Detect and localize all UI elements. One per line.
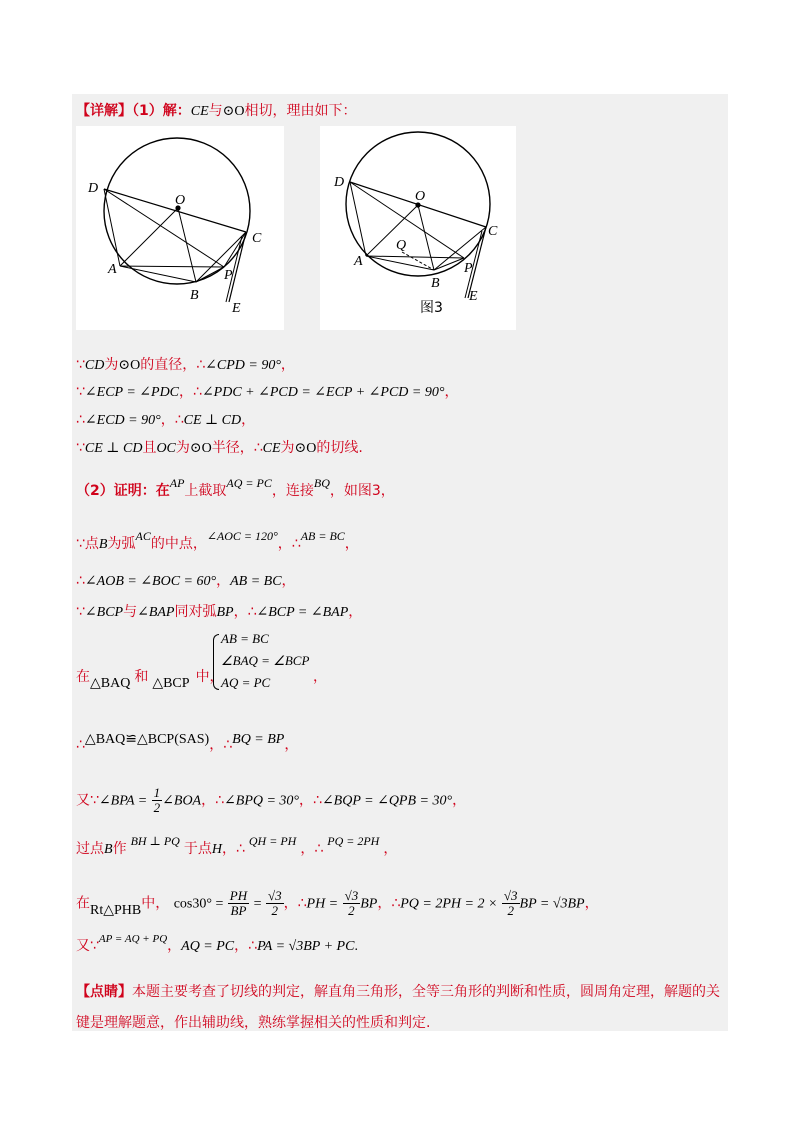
text: ，连接 bbox=[271, 483, 314, 499]
fraction-ph-bp bbox=[228, 889, 249, 918]
text: ， bbox=[313, 669, 327, 685]
proof-line-2 bbox=[76, 381, 458, 401]
segment-ab bbox=[120, 266, 196, 282]
segment-ob bbox=[418, 205, 434, 270]
proof-line-3 bbox=[76, 409, 255, 429]
math-angle-ecp: ∠ECP = ∠PDC bbox=[84, 385, 180, 400]
label-p: P bbox=[464, 261, 473, 276]
text: 的直径， bbox=[140, 357, 197, 373]
label-b: B bbox=[431, 276, 440, 291]
math-circle-o: ⊙O bbox=[222, 104, 245, 119]
because-symbol: ∵ bbox=[76, 604, 85, 620]
proof-line-12 bbox=[76, 834, 398, 858]
math-bq: BQ bbox=[313, 476, 330, 490]
numerator: 1 bbox=[153, 785, 161, 800]
text: 又 bbox=[76, 938, 90, 954]
math-angle-ecd: ∠ECD = 90° bbox=[84, 413, 161, 428]
comment-text-1: 本题主要考查了切线的判定，解直角三角形，全等三角形的判断和性质，圆周角定理，解题的关 bbox=[132, 984, 720, 1000]
math-angle-bpa: ∠BPA = bbox=[98, 793, 148, 809]
math-bh-perp-pq: BH ⊥ PQ bbox=[130, 834, 180, 848]
therefore-symbol: ∴ bbox=[193, 384, 202, 400]
proof-line-5 bbox=[76, 476, 395, 500]
segment-bq-dashed bbox=[402, 252, 434, 270]
math-h: H bbox=[211, 842, 222, 857]
text: 为 bbox=[280, 440, 295, 456]
text: 作 bbox=[112, 841, 127, 857]
label-e: E bbox=[469, 289, 478, 304]
text: 点 bbox=[84, 536, 99, 552]
segment-bc bbox=[434, 227, 486, 270]
text: 同对弧 bbox=[174, 604, 217, 620]
system-comma bbox=[313, 666, 327, 686]
text: 中， bbox=[141, 895, 170, 912]
system-brace bbox=[213, 634, 219, 690]
text: 过点 bbox=[76, 841, 104, 857]
text: 在 bbox=[76, 669, 90, 685]
math-circle-o: ⊙O bbox=[294, 441, 317, 456]
math-bp: BP bbox=[360, 896, 378, 912]
text: ， bbox=[179, 384, 194, 400]
text: 于点 bbox=[183, 841, 212, 857]
math-arc-ab-eq-bc: AB = BC bbox=[300, 529, 345, 543]
text: ， bbox=[283, 895, 298, 912]
therefore-symbol: ∴ bbox=[174, 412, 184, 428]
label-b: B bbox=[190, 288, 199, 303]
proof-line-6 bbox=[76, 529, 359, 553]
math-angle-bcp: ∠BCP bbox=[84, 605, 124, 620]
text: ， bbox=[344, 536, 359, 552]
therefore-symbol: ∴ bbox=[253, 440, 263, 456]
math-pq-eq-2ph: PQ = 2PH bbox=[327, 834, 380, 848]
proof-line-1 bbox=[76, 354, 295, 374]
label-q: Q bbox=[396, 238, 407, 253]
equation-angles: ∠BAQ = ∠BCP bbox=[221, 653, 310, 668]
math-aq-eq-pc: AQ = PC bbox=[226, 476, 272, 490]
part1-label: （1）解： bbox=[132, 103, 191, 119]
text: 和 bbox=[134, 669, 149, 685]
text-reason: 相切，理由如下： bbox=[244, 103, 357, 119]
math-ab-eq-bc: AB = BC bbox=[230, 574, 282, 589]
therefore-symbol: ∴ bbox=[76, 737, 85, 753]
math-angle-aoc: ∠AOC = 120° bbox=[206, 529, 278, 543]
figure-2 bbox=[320, 126, 516, 330]
numerator: √3 bbox=[267, 888, 282, 903]
segment-bc bbox=[196, 232, 246, 282]
therefore-symbol: ∴ bbox=[297, 895, 307, 912]
figure-1 bbox=[76, 126, 284, 330]
comment-text-2: 键是理解题意，作出辅助线，熟练掌握相关的性质和判定. bbox=[76, 1015, 431, 1031]
math-bq-eq-bp: BQ = BP bbox=[232, 732, 285, 747]
math-angles-60: ∠AOB = ∠BOC = 60° bbox=[84, 574, 217, 589]
math-ce-perp-cd: CE ⊥ CD bbox=[84, 441, 143, 456]
system-equations bbox=[221, 628, 309, 694]
proof-line-11 bbox=[76, 786, 466, 815]
math-angle-equal: ∠BCP = ∠BAP bbox=[256, 605, 349, 620]
therefore-symbol: ∴ bbox=[248, 938, 258, 954]
segment-bp bbox=[434, 258, 464, 270]
math-triangle-bcp: △BCP bbox=[152, 676, 190, 691]
text: 且 bbox=[142, 440, 157, 456]
part2-label: （2）证明：在 bbox=[76, 483, 170, 499]
text: ， bbox=[216, 573, 231, 589]
text: ， bbox=[160, 412, 175, 428]
therefore-symbol: ∴ bbox=[76, 573, 85, 589]
math-angle-sum: ∠PDC + ∠PCD = ∠ECP + ∠PCD = 90° bbox=[201, 385, 445, 400]
fraction-half bbox=[152, 786, 163, 815]
text: ， bbox=[167, 938, 182, 954]
fraction-sqrt3-2 bbox=[343, 889, 361, 918]
math-ce: CE bbox=[190, 104, 209, 119]
math-pq-chain: PQ = 2PH = 2 × bbox=[400, 896, 498, 912]
math-angle-boa: ∠BOA bbox=[162, 793, 202, 809]
text: ， bbox=[241, 412, 256, 428]
math-qh-eq-ph: QH = PH bbox=[248, 834, 297, 848]
text: ， bbox=[284, 737, 299, 753]
because-symbol: ∵ bbox=[76, 536, 85, 552]
therefore-symbol: ∴ bbox=[314, 841, 324, 857]
segment-dp bbox=[350, 182, 464, 258]
comment-line-2 bbox=[76, 1012, 430, 1032]
math-rt-triangle: Rt△PHB bbox=[90, 902, 142, 918]
segment-dp bbox=[104, 189, 224, 267]
text: 又 bbox=[76, 792, 90, 809]
label-c: C bbox=[252, 231, 262, 246]
proof-line-9 bbox=[76, 666, 224, 691]
heading-line bbox=[76, 100, 356, 120]
math-ce-perp-cd: CE ⊥ CD bbox=[183, 413, 242, 428]
segment-cp bbox=[224, 232, 246, 267]
text: ，如图3， bbox=[329, 483, 395, 499]
text: 为 bbox=[104, 357, 119, 373]
label-p: P bbox=[224, 268, 233, 283]
math-pq-result: BP = √3BP bbox=[519, 896, 585, 912]
text: ， bbox=[444, 384, 459, 400]
label-c: C bbox=[488, 224, 498, 239]
math-aq-eq-pc: AQ = PC bbox=[181, 939, 235, 954]
therefore-symbol: ∴ bbox=[247, 604, 257, 620]
proof-line-7 bbox=[76, 570, 296, 590]
text: 为弧 bbox=[107, 536, 136, 552]
text: ， bbox=[234, 938, 249, 954]
math-equals: = bbox=[253, 896, 262, 912]
because-symbol: ∵ bbox=[76, 357, 85, 373]
proof-line-14 bbox=[76, 935, 358, 955]
therefore-symbol: ∴ bbox=[291, 536, 301, 552]
math-b: B bbox=[104, 842, 113, 857]
math-cd: CD bbox=[84, 358, 105, 373]
detail-tag: 【详解】 bbox=[76, 103, 132, 119]
text: ， bbox=[452, 792, 467, 809]
denominator: BP bbox=[230, 903, 247, 918]
text: 的切线. bbox=[316, 440, 363, 456]
label-a: A bbox=[108, 262, 117, 277]
math-cos30: cos30° = bbox=[173, 896, 224, 912]
text: ， bbox=[201, 792, 216, 809]
math-circle-o: ⊙O bbox=[118, 358, 141, 373]
math-ce: CE bbox=[262, 441, 281, 456]
label-o: O bbox=[415, 189, 426, 204]
math-final-result: PA = √3BP + PC bbox=[257, 939, 355, 954]
text: ， bbox=[348, 604, 363, 620]
fraction-sqrt3-2 bbox=[502, 889, 520, 918]
math-angles-30: ∠BQP = ∠QPB = 30° bbox=[321, 793, 453, 809]
text: 在 bbox=[76, 895, 90, 912]
therefore-symbol: ∴ bbox=[223, 737, 233, 753]
segment-oa bbox=[120, 208, 178, 266]
text: ， bbox=[377, 895, 392, 912]
proof-line-10 bbox=[76, 728, 299, 753]
text: ， bbox=[584, 895, 599, 912]
text: 中， bbox=[195, 669, 224, 685]
because-symbol: ∵ bbox=[76, 440, 85, 456]
label-d: D bbox=[334, 175, 345, 190]
figure-caption: 图3 bbox=[420, 300, 443, 316]
text: 上截取 bbox=[184, 483, 227, 499]
equation-ab-bc: AB = BC bbox=[221, 631, 269, 646]
proof-line-4 bbox=[76, 437, 363, 457]
label-d: D bbox=[88, 181, 99, 196]
text: ， bbox=[221, 841, 236, 857]
therefore-symbol: ∴ bbox=[313, 792, 322, 809]
numerator: PH bbox=[229, 888, 248, 903]
segment-ob bbox=[178, 208, 196, 282]
denominator: 2 bbox=[271, 903, 279, 918]
therefore-symbol: ∴ bbox=[391, 895, 401, 912]
math-b: B bbox=[98, 537, 108, 552]
math-ap: AP bbox=[169, 476, 185, 490]
text: ， bbox=[280, 357, 295, 373]
proof-line-13 bbox=[76, 889, 599, 918]
math-ac: AC bbox=[135, 529, 151, 543]
therefore-symbol: ∴ bbox=[196, 357, 206, 373]
numerator: √3 bbox=[503, 888, 518, 903]
text: 半径， bbox=[211, 440, 254, 456]
text: ， bbox=[300, 841, 315, 857]
segment-oa bbox=[366, 205, 418, 256]
text: . bbox=[354, 939, 358, 954]
therefore-symbol: ∴ bbox=[215, 792, 225, 809]
text: ， bbox=[209, 737, 224, 753]
text: 的中点， bbox=[150, 536, 207, 552]
math-ap-sum: AP = AQ + PQ bbox=[98, 933, 168, 945]
math-angle-cpd: ∠CPD = 90° bbox=[205, 358, 281, 373]
therefore-symbol: ∴ bbox=[235, 841, 245, 857]
text: ， bbox=[281, 573, 296, 589]
figure-1-diagram bbox=[76, 126, 284, 330]
because-symbol: ∵ bbox=[76, 384, 85, 400]
text: 为 bbox=[175, 440, 190, 456]
math-congruence: △BAQ≌△BCP(SAS) bbox=[84, 732, 210, 747]
label-o: O bbox=[175, 193, 186, 208]
denominator: 2 bbox=[348, 903, 355, 918]
math-angle-bap: ∠BAP bbox=[137, 605, 175, 620]
segment-bp bbox=[196, 267, 224, 282]
because-symbol: ∵ bbox=[90, 938, 99, 954]
text: 与 bbox=[123, 604, 138, 620]
denominator: 2 bbox=[153, 800, 161, 815]
text: ， bbox=[299, 792, 314, 809]
numerator: √3 bbox=[344, 888, 359, 903]
math-angle-bpq: ∠BPQ = 30° bbox=[224, 793, 300, 809]
segment-ap bbox=[120, 266, 224, 267]
text: ， bbox=[277, 536, 292, 552]
math-circle-o: ⊙O bbox=[189, 441, 212, 456]
figure-2-diagram bbox=[320, 126, 516, 330]
fraction-sqrt3-2 bbox=[266, 889, 284, 918]
math-oc: OC bbox=[156, 441, 176, 456]
because-symbol: ∵ bbox=[90, 792, 99, 809]
text-with: 与 bbox=[208, 103, 223, 119]
proof-line-8 bbox=[76, 601, 362, 621]
segment-ce bbox=[229, 232, 246, 302]
denominator: 2 bbox=[507, 903, 514, 918]
math-triangle-baq: △BAQ bbox=[90, 676, 131, 691]
math-bp: BP bbox=[216, 605, 234, 620]
label-a: A bbox=[354, 254, 363, 269]
comment-tag: 【点睛】 bbox=[76, 984, 132, 1000]
therefore-symbol: ∴ bbox=[76, 412, 85, 428]
text: ， bbox=[233, 604, 248, 620]
equation-aq-pc: AQ = PC bbox=[221, 675, 271, 690]
text: ， bbox=[383, 841, 398, 857]
comment-line-1 bbox=[76, 981, 720, 1001]
label-e: E bbox=[232, 301, 241, 316]
math-ph-eq: PH = bbox=[306, 896, 339, 912]
